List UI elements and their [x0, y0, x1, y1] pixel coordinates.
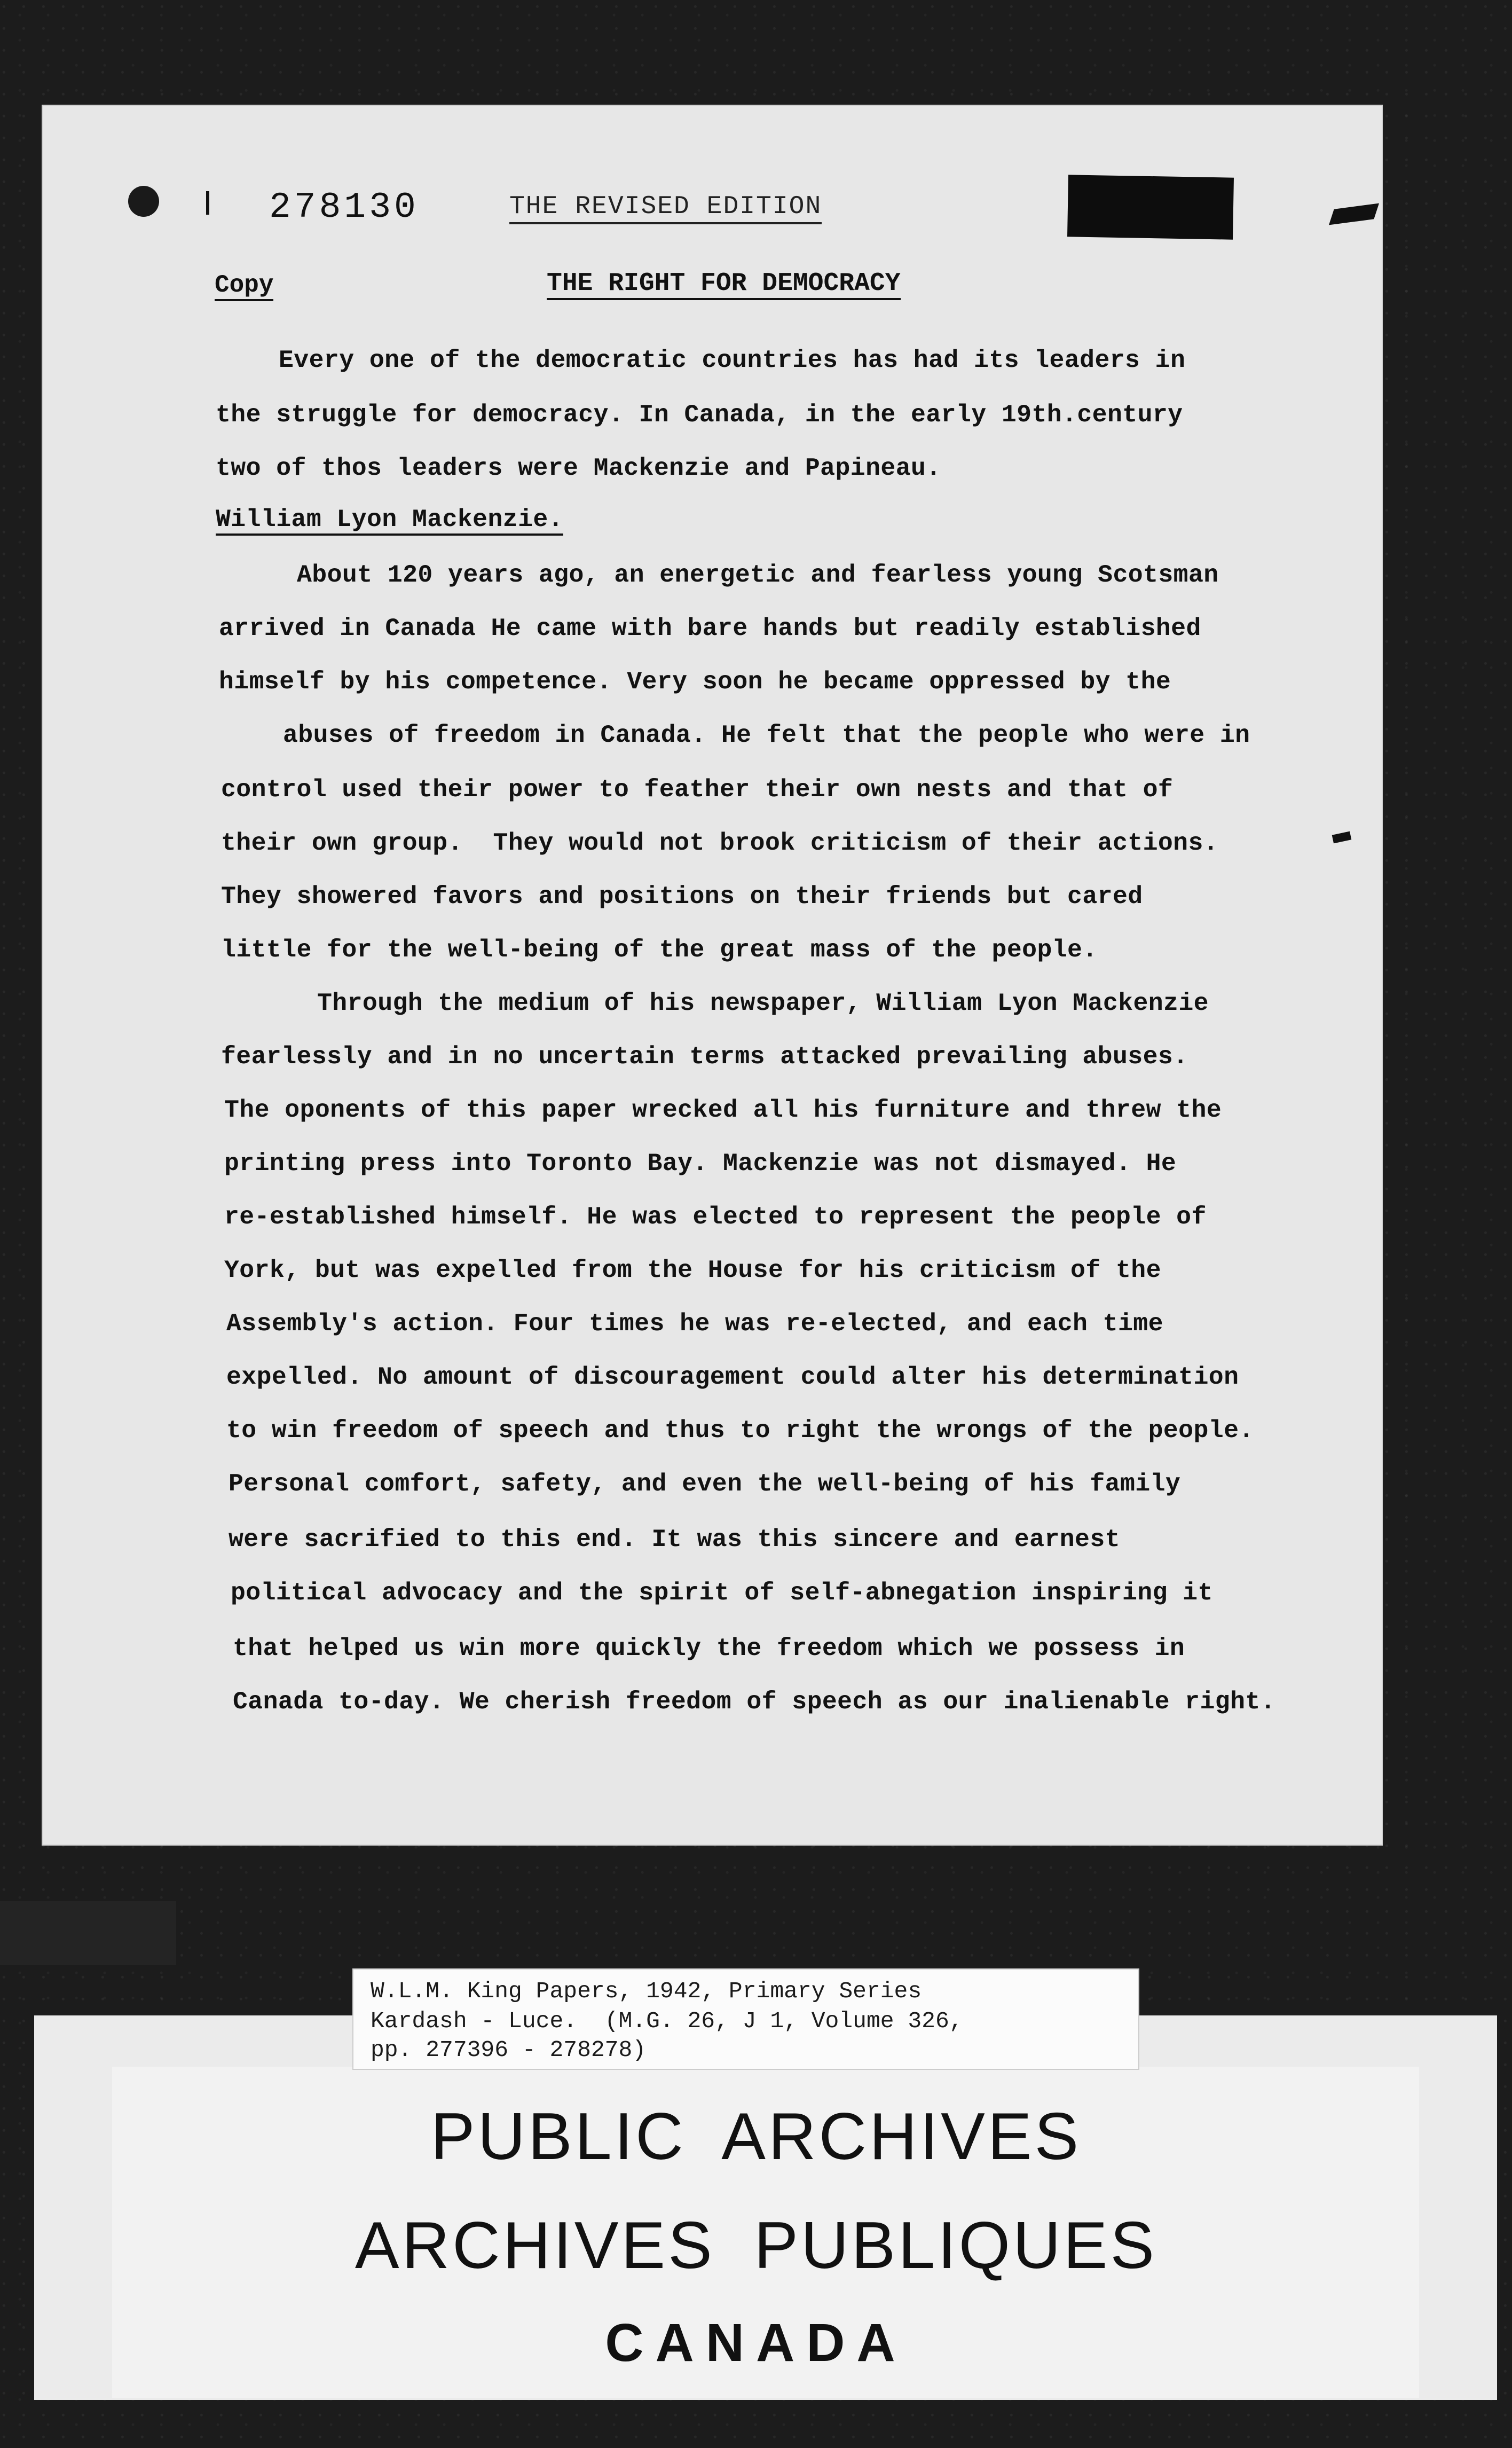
body-line: himself by his competence. Very soon he became oppressed by the: [219, 668, 1171, 696]
body-line: two of thos leaders were Mackenzie and Papineau.: [216, 454, 941, 482]
punch-hole: [128, 186, 159, 217]
body-line: abuses of freedom in Canada. He felt that the people who were in: [283, 721, 1250, 749]
margin-tick-mark: [206, 191, 209, 215]
body-line: Through the medium of his newspaper, William Lyon Mackenzie: [317, 989, 1209, 1017]
document-number: 278130: [269, 187, 419, 228]
citation-label: [352, 1968, 1139, 2070]
body-line: the struggle for democracy. In Canada, in the early 19th.century: [216, 401, 1183, 429]
body-line: their own group. They would not brook criticism of their actions.: [221, 829, 1219, 857]
body-line: arrived in Canada He came with bare hands but readily established: [219, 614, 1201, 642]
citation-line: W.L.M. King Papers, 1942, Primary Series: [371, 1978, 922, 2004]
citation-line: Kardash - Luce. (M.G. 26, J 1, Volume 326,: [371, 2008, 963, 2034]
body-line: control used their power to feather their own nests and that of: [221, 775, 1174, 804]
body-line: printing press into Toronto Bay. Mackenzie was not dismayed. He: [224, 1149, 1177, 1178]
body-line: political advocacy and the spirit of self-abnegation inspiring it: [231, 1579, 1213, 1607]
archives-publiques-heading: ARCHIVES PUBLIQUES: [355, 2209, 1157, 2282]
body-line: About 120 years ago, an energetic and fearless young Scotsman: [297, 561, 1219, 589]
body-line: were sacrified to this end. It was this sincere and earnest: [229, 1525, 1120, 1553]
body-line: Every one of the democratic countries has had its leaders in: [279, 346, 1186, 374]
body-line: Canada to-day. We cherish freedom of speech as our inalienable right.: [233, 1688, 1276, 1716]
public-archives-heading: PUBLIC ARCHIVES: [430, 2100, 1082, 2174]
citation-line: pp. 277396 - 278278): [371, 2037, 647, 2063]
redaction-block: [1067, 175, 1234, 239]
section-heading: William Lyon Mackenzie.: [216, 505, 563, 536]
body-line: The oponents of this paper wrecked all his furniture and threw the: [224, 1096, 1222, 1124]
body-line: re-established himself. He was elected to represent the people of: [224, 1203, 1207, 1231]
body-line: that helped us win more quickly the freedom which we possess in: [233, 1634, 1185, 1662]
body-line: to win freedom of speech and thus to right the wrongs of the people.: [226, 1416, 1254, 1445]
body-line: Personal comfort, safety, and even the well-being of his family: [229, 1470, 1181, 1498]
body-line: York, but was expelled from the House for his criticism of the: [224, 1256, 1161, 1284]
body-line: expelled. No amount of discouragement could alter his determination: [226, 1363, 1239, 1391]
copy-label: Copy: [215, 271, 273, 301]
body-line: fearlessly and in no uncertain terms attacked prevailing abuses.: [221, 1042, 1188, 1071]
edition-label: THE REVISED EDITION: [509, 192, 822, 224]
film-edge-tab: [0, 1901, 176, 1965]
body-line: little for the well-being of the great mass of the people.: [221, 936, 1098, 964]
canada-heading: CANADA: [605, 2313, 907, 2373]
body-line: Assembly's action. Four times he was re-elected, and each time: [226, 1309, 1163, 1338]
document-title: THE RIGHT FOR DEMOCRACY: [547, 269, 901, 300]
body-line: They showered favors and positions on their friends but cared: [221, 882, 1143, 911]
